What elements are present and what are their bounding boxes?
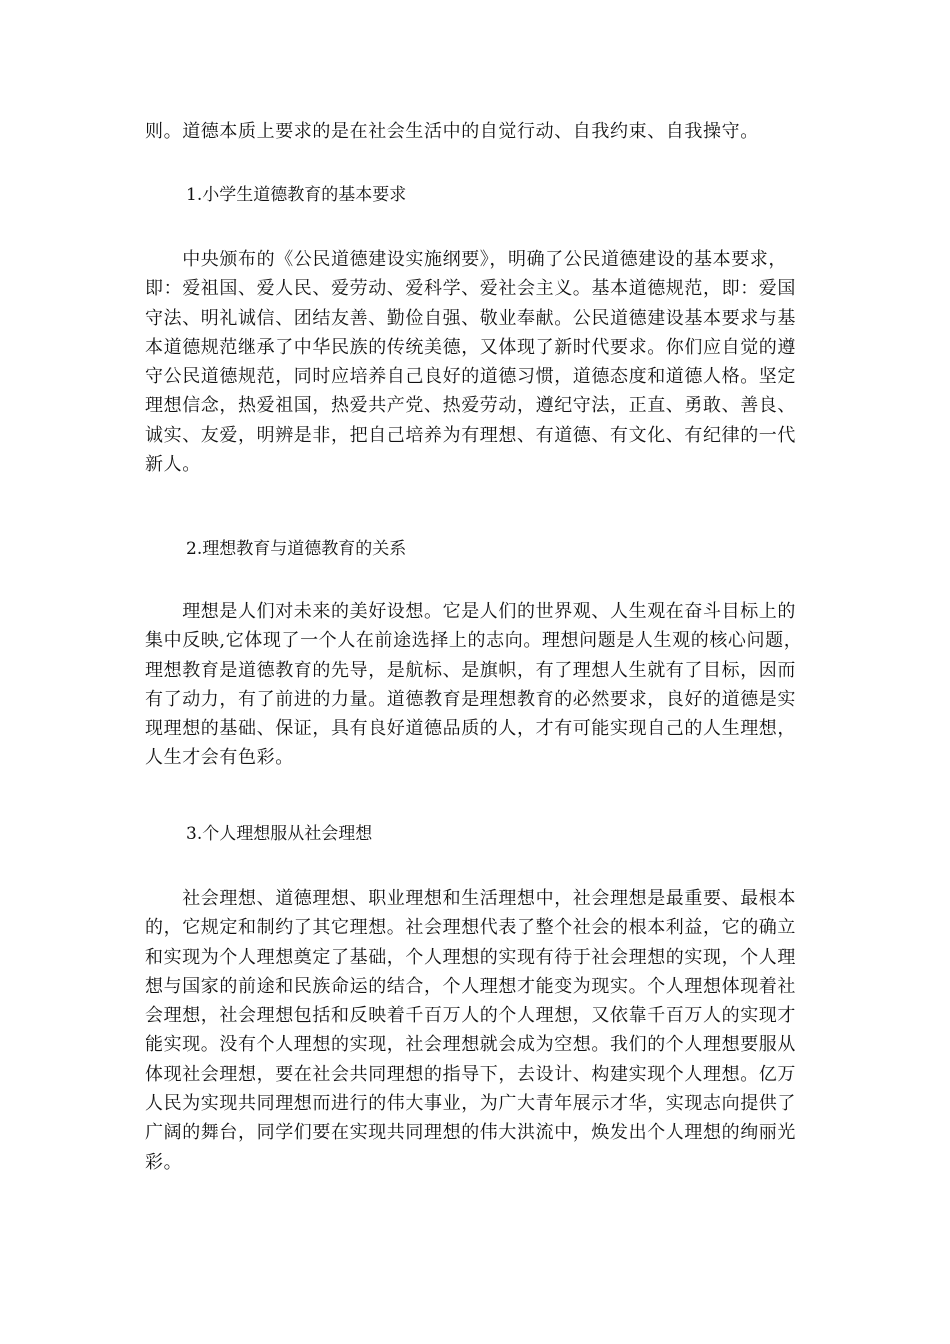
paragraph-line: 有了动力，有了前进的力量。道德教育是理想教育的必然要求，良好的道德是实 (145, 688, 796, 710)
section-heading-2: 2.理想教育与道德教育的关系 (186, 539, 407, 559)
paragraph-line: 则。道德本质上要求的是在社会生活中的自觉行动、自我约束、自我操守。 (145, 121, 759, 142)
paragraph-line: 社会理想、道德理想、职业理想和生活理想中，社会理想是最重要、最根本 (145, 888, 796, 909)
paragraph-line: 守法、明礼诚信、团结友善、勤俭自强、敬业奉献。公民道德建设基本要求与基 (145, 307, 796, 329)
section-heading-1: 1.小学生道德教育的基本要求 (186, 185, 407, 205)
paragraph-line: 彩。 (145, 1151, 183, 1173)
paragraph-line: 人民为实现共同理想而进行的伟大事业，为广大青年展示才华，实现志向提供了 (145, 1093, 796, 1115)
paragraph-line: 和实现为个人理想奠定了基础，个人理想的实现有待于社会理想的实现，个人理 (145, 946, 796, 968)
paragraph-line: 中央颁布的《公民道德建设实施纲要》，明确了公民道德建设的基本要求， (145, 249, 787, 270)
paragraph-line: 理想信念，热爱祖国，热爱共产党、热爱劳动，遵纪守法，正直、勇敢、善良、 (145, 395, 796, 417)
section-heading-3: 3.个人理想服从社会理想 (186, 824, 373, 844)
section-3-paragraph (145, 884, 810, 1177)
intro-paragraph (145, 117, 810, 146)
paragraph-line: 人生才会有色彩。 (145, 747, 294, 769)
paragraph-line: 会理想，社会理想包括和反映着千百万人的个人理想，又依靠千百万人的实现才 (145, 1005, 796, 1027)
paragraph-line: 守公民道德规范，同时应培养自己良好的道德习惯，道德态度和道德人格。坚定 (145, 366, 796, 388)
paragraph-line: 现理想的基础、保证，具有良好道德品质的人，才有可能实现自己的人生理想， (145, 718, 796, 740)
paragraph-line: 的，它规定和制约了其它理想。社会理想代表了整个社会的根本利益，它的确立 (145, 917, 796, 939)
section-2-paragraph (145, 597, 810, 773)
paragraph-line: 体现社会理想，要在社会共同理想的指导下，去设计、构建实现个人理想。亿万 (145, 1063, 796, 1085)
paragraph-line: 广阔的舞台，同学们要在实现共同理想的伟大洪流中，焕发出个人理想的绚丽光 (145, 1122, 796, 1144)
paragraph-line: 理想教育是道德教育的先导，是航标、是旗帜，有了理想人生就有了目标，因而 (145, 659, 796, 681)
paragraph-line: 诚实、友爱，明辨是非，把自己培养为有理想、有道德、有文化、有纪律的一代 (145, 424, 796, 446)
section-1-paragraph (145, 245, 810, 479)
paragraph-line: 新人。 (145, 454, 201, 476)
paragraph-line: 理想是人们对未来的美好设想。它是人们的世界观、人生观在奋斗目标上的 (145, 601, 796, 622)
paragraph-line: 能实现。没有个人理想的实现，社会理想就会成为空想。我们的个人理想要服从 (145, 1034, 796, 1056)
paragraph-line: 集中反映,它体现了一个人在前途选择上的志向。理想问题是人生观的核心问题， (145, 630, 803, 652)
paragraph-line: 即：爱祖国、爱人民、爱劳动、爱科学、爱社会主义。基本道德规范，即：爱国 (145, 278, 796, 300)
paragraph-line: 本道德规范继承了中华民族的传统美德，又体现了新时代要求。你们应自觉的遵 (145, 336, 796, 358)
paragraph-line: 想与国家的前途和民族命运的结合，个人理想才能变为现实。个人理想体现着社 (145, 975, 796, 997)
